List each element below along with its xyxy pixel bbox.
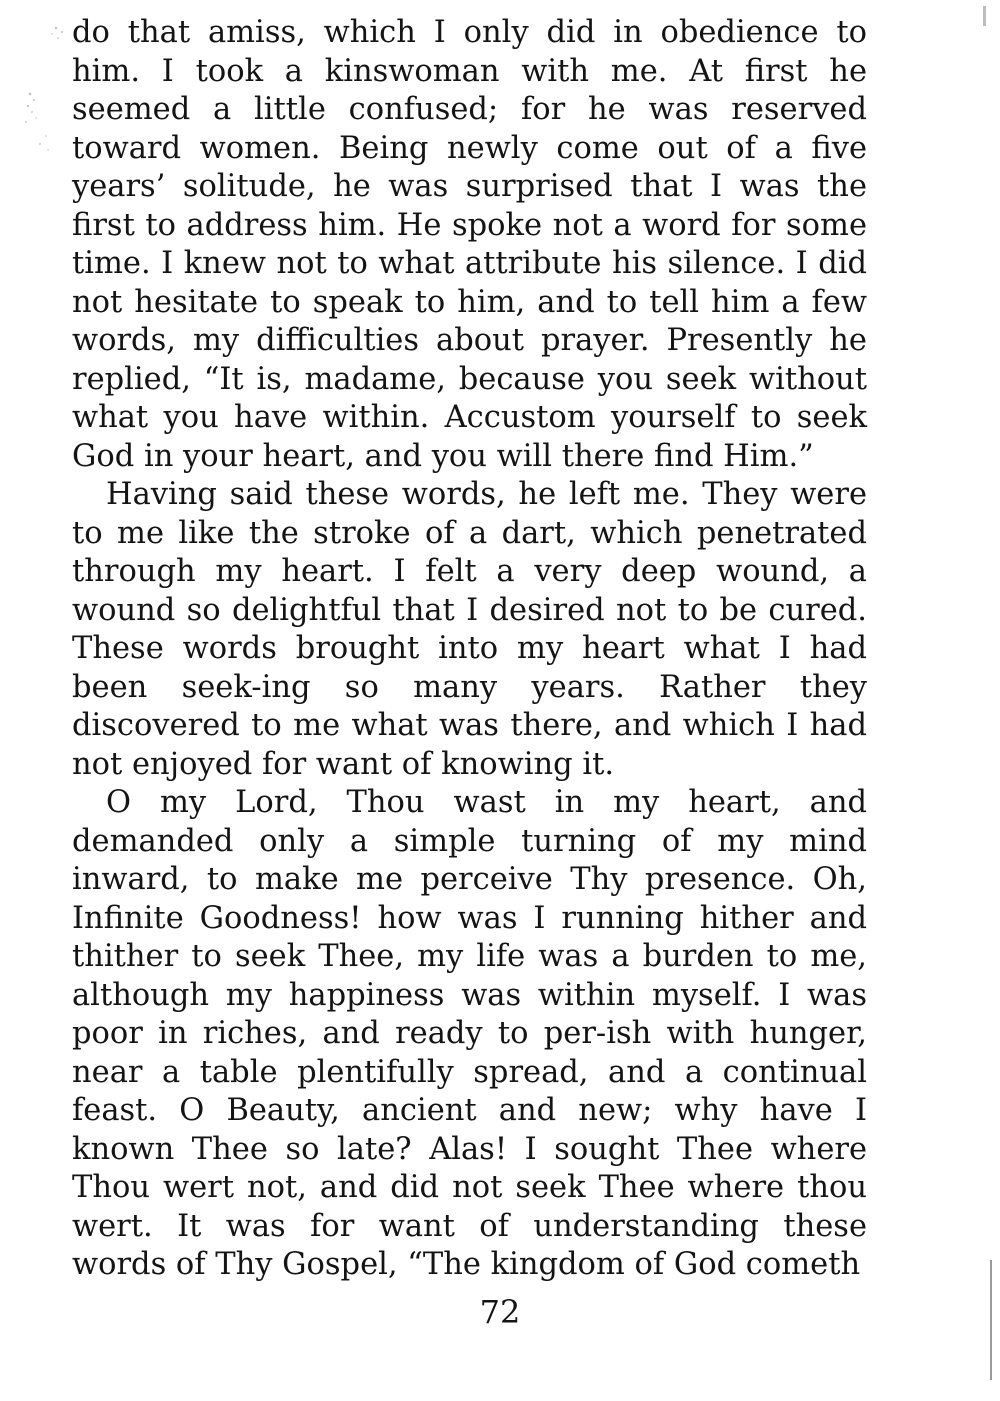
scan-speckle bbox=[18, 18, 68, 168]
body-text bbox=[72, 14, 867, 1285]
scan-edge-mark-top bbox=[983, 6, 986, 26]
paragraph-3: O my Lord, Thou wast in my heart, and demanded only a simple turning of my mind inward, to make me perceive Thy presence. Oh, Infinite Goodness! how was I running hither and thither to seek Thee, my life was a burden to me, although my happiness was within myself. I was poor in riches, and ready to per-ish with hunger, near a table plentifully spread, and a continual feast. O Beauty, ancient and new; why have I known Thee so late? Alas! I sought Thee where Thou wert not, and did not seek Thee where thou wert. It was for want of understanding these words of Thy Gospel, “The kingdom of God cometh bbox=[72, 785, 867, 1282]
paragraph-2: Having said these words, he left me. They were to me like the stroke of a dart, which penetrated through my heart. I felt a very deep wound, a wound so delightful that I desired not to be cured. These words brought into my heart what I had been seek-ing so many years. Rather they discovered to me what was there, and which I had not enjoyed for want of knowing it. bbox=[72, 477, 867, 782]
page-number: 72 bbox=[479, 1293, 521, 1331]
paragraph-1: do that amiss, which I only did in obedience to him. I took a kinswoman with me. At first he seemed a little confused; for he was reserved toward women. Being newly come out of a five years’ solitude, he was surprised that I was the first to address him. He spoke not a word for some time. I knew not to what attribute his silence. I did not hesitate to speak to him, and to tell him a few words, my difficulties about prayer. Presently he replied, “It is, madame, because you seek without what you have within. Accustom yourself to seek God in your heart, and you will there find Him.” bbox=[72, 15, 867, 474]
